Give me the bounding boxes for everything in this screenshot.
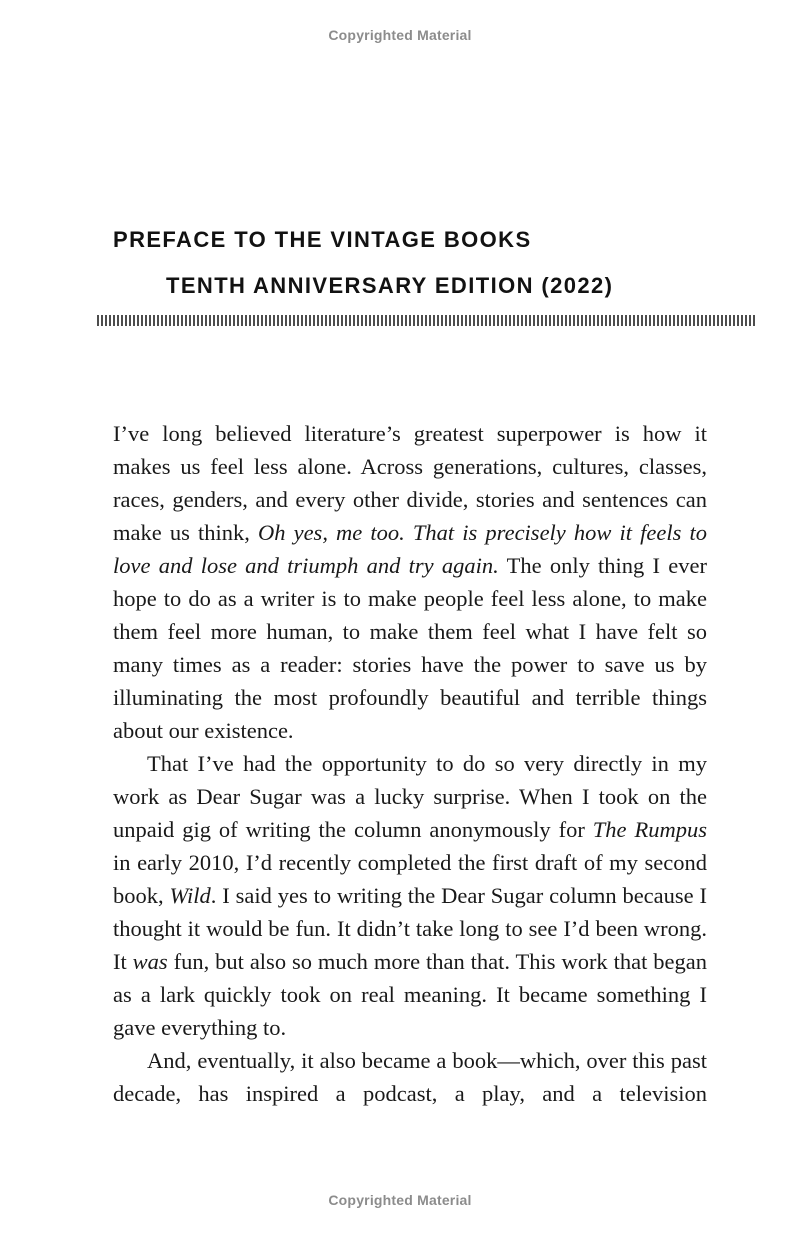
text-segment: I’ve long believed literature’s greatest superpower is how it makes us feel less alone. Across generations, cultures, classes, races, genders, and every other divide, stories and sentences can make us think, [113, 421, 707, 545]
decorative-tick-rule [97, 315, 756, 326]
text-segment: The only thing I ever hope to do as a writer is to make people feel less alone, to make them feel more human, to make them feel what I have felt so many times as a reader: stories have the power to save us by illuminating the most profoundly beautiful and terrible things about our existence. [113, 553, 707, 743]
italic-text-segment: The Rumpus [592, 817, 707, 842]
italic-text-segment: Oh yes, me too. That is precisely how it feels to love and lose and triumph and try again. [113, 520, 708, 578]
copyright-notice-top: Copyrighted Material [328, 27, 472, 43]
preface-heading-line1: PREFACE TO THE VINTAGE BOOKS [113, 227, 532, 252]
italic-text-segment: was [132, 949, 168, 974]
copyright-notice-bottom: Copyrighted Material [328, 1192, 472, 1208]
text-segment: in early 2010, I’d recently completed the first draft of my second book, [113, 850, 707, 908]
paragraph [113, 1044, 707, 1110]
text-segment: That I’ve had the opportunity to do so very directly in my work as Dear Sugar was a lucky surprise. When I took on the unpaid gig of writing the column anonymously for [113, 751, 707, 842]
paragraph [113, 747, 707, 1044]
preface-body [113, 417, 707, 1110]
text-segment: And, eventually, it also became a book—which, over this past decade, has inspired a podcast, a play, and a television [113, 1048, 707, 1106]
text-segment: fun, but also so much more than that. This work that began as a lark quickly took on real meaning. It became something I gave everything to. [113, 949, 707, 1040]
preface-heading [113, 229, 613, 297]
text-segment: . I said yes to writing the Dear Sugar column because I thought it would be fun. It didn’t take long to see I’d been wrong. It [113, 883, 708, 974]
preface-heading-line2: TENTH ANNIVERSARY EDITION (2022) [166, 273, 614, 298]
italic-text-segment: Wild [169, 883, 211, 908]
paragraph [113, 417, 707, 747]
